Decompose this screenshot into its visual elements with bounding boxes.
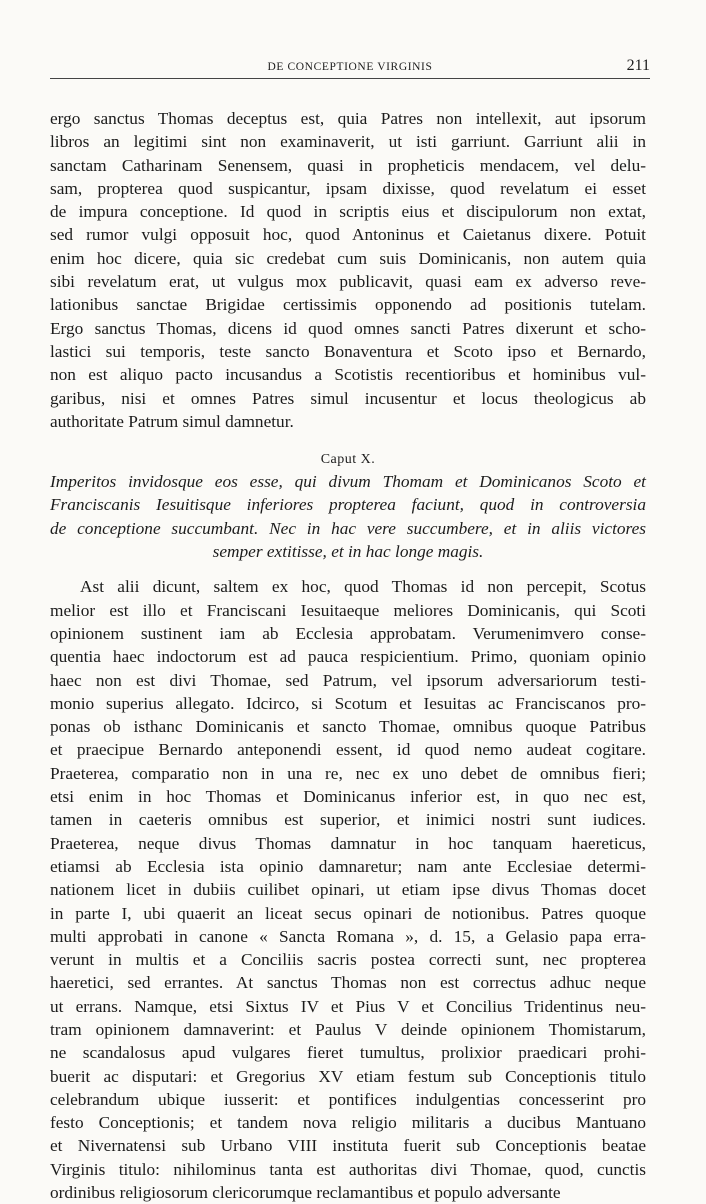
text-line: ponas ob isthanc Dominicanis et sancto Thomae, omnibus quoque Patribus bbox=[50, 717, 646, 737]
text-line: Imperitos invidosque eos esse, qui divum Thomam et Dominicanos Scoto et bbox=[50, 472, 646, 492]
text-line: lastici sui temporis, teste sancto Bonaventura et Scoto ipso et Bernardo, bbox=[50, 341, 646, 361]
text-line: quentia haec indoctorum est ad pauca respicientium. Primo, quoniam opinio bbox=[50, 647, 646, 667]
page-number: 211 bbox=[626, 57, 650, 74]
text-line: Praeterea, comparatio non in una re, nec ex uno debet de omnibus fieri; bbox=[50, 763, 646, 783]
text-line: lationibus sanctae Brigidae certissimis opponendo ad positionis tutelam. bbox=[50, 295, 646, 315]
chapter-heading: Caput X. bbox=[320, 452, 376, 468]
text-line: et Nivernatensi sub Urbano VIII instituta fuerit sub Conceptionis beatae bbox=[50, 1136, 646, 1156]
text-line: enim hoc dicere, quia sic credebat cum suis Dominicanis, non autem quia bbox=[50, 248, 646, 268]
text-line: haeretici, sed errantes. At sanctus Thomas non est correctus adhuc neque bbox=[50, 973, 646, 993]
text-line: Praeterea, neque divus Thomas damnatur in hoc tanquam haereticus, bbox=[50, 833, 646, 853]
text-line: ergo sanctus Thomas deceptus est, quia Patres non intellexit, aut ipsorum bbox=[50, 109, 646, 128]
text-line: verunt in multis et a Conciliis sacris postea correcti sunt, nec propterea bbox=[50, 950, 646, 970]
text-line: ne scandalosus apud vulgares fieret tumultus, prolixior praedicari prohi- bbox=[50, 1043, 646, 1063]
text-line: sam, propterea quod suspicantur, ipsam dixisse, quod revelatum ei esset bbox=[50, 178, 646, 198]
text-line: buerit ac disputari: et Gregorius XV etiam festum sub Conceptionis titulo bbox=[50, 1066, 646, 1086]
text-line: opinionem sustinent iam ab Ecclesia approbatam. Verumenimvero conse- bbox=[50, 623, 646, 643]
text-line: sibi revelatum erat, ut vulgus mox publicavit, quasi eam ex adverso reve- bbox=[50, 272, 646, 292]
text-line: monio superius allegato. Idcirco, si Scotum et Iesuitas ac Franciscanos pro- bbox=[50, 693, 646, 713]
text-line: Ast alii dicunt, saltem ex hoc, quod Thomas id non percepit, Scotus bbox=[80, 577, 646, 597]
text-line: celebrandum ubique iusserit: et pontifices indulgentias concesserint pro bbox=[50, 1089, 646, 1109]
text-line: sanctam Catharinam Senensem, quasi in propheticis mendacem, vel delu- bbox=[50, 155, 646, 175]
text-line: garibus, nisi et omnes Patres simul incusentur et locus theologicus ab bbox=[50, 388, 646, 408]
paragraph-2 bbox=[50, 575, 646, 1204]
text-line: non est aliquo pacto incusandus a Scotistis recentioribus et hominibus vul- bbox=[50, 365, 646, 385]
text-line: in parte I, ubi quaerit an liceat secus opinari de notionibus. Patres quoque bbox=[50, 903, 646, 923]
text-line: Virginis titulo: nihilominus tanta est authoritas divi Thomae, quod, cunctis bbox=[50, 1159, 646, 1179]
text-line: de impura conceptione. Id quod in scriptis eius et discipulorum non extat, bbox=[50, 202, 646, 222]
text-line: tamen in caeteris omnibus est superior, et inimici nostri sunt iudices. bbox=[50, 810, 646, 830]
text-line: etiamsi ab Ecclesia ista opinio damnaretur; nam ante Ecclesiae determi- bbox=[50, 856, 646, 876]
text-line: semper extitisse, et in hac longe magis. bbox=[212, 542, 484, 562]
text-line: tram opinionem damnaverint: et Paulus V deinde opinionem Thomistarum, bbox=[50, 1019, 646, 1039]
running-title: DE CONCEPTIONE VIRGINIS bbox=[267, 61, 433, 73]
text-line: ordinibus religiosorum clericorumque reclamantibus et populo adversante bbox=[50, 1183, 561, 1203]
text-line: melior est illo et Franciscani Iesuitaeque meliores Dominicanis, qui Scoti bbox=[50, 600, 646, 620]
text-line: haec non est divi Thomae, sed Patrum, vel ipsorum adversariorum testi- bbox=[50, 670, 646, 690]
text-line: sed rumor vulgi opposuit hoc, quod Antoninus et Caietanus dixere. Potuit bbox=[50, 225, 646, 245]
running-header bbox=[50, 58, 650, 79]
text-line: festo Conceptionis; et tandem nova religio militaris a ducibus Mantuano bbox=[50, 1113, 646, 1133]
text-line: libros an legitimi sint non examinaverit, ut isti garriunt. Garriunt alii in bbox=[50, 132, 646, 152]
text-line: Ergo sanctus Thomas, dicens id quod omnes sancti Patres dixerunt et scho- bbox=[50, 318, 646, 338]
text-line: et praecipue Bernardo anteponendi essent, id quod nemo audeat cogitare. bbox=[50, 740, 646, 760]
text-line: nationem licet in dubiis cuilibet opinari, ut etiam ipse divus Thomas docet bbox=[50, 880, 646, 900]
text-line: ut errans. Namque, etsi Sixtus IV et Pius V et Concilius Tridentinus neu- bbox=[50, 996, 646, 1016]
chapter-summary bbox=[50, 470, 646, 563]
paragraph-1 bbox=[50, 107, 646, 433]
text-line: Franciscanis Iesuitisque inferiores propterea faciunt, quod in controversia bbox=[50, 495, 646, 515]
text-line: multi approbati in canone « Sancta Romana », d. 15, a Gelasio papa erra- bbox=[50, 926, 646, 946]
text-line: de conceptione succumbant. Nec in hac vere succumbere, et in aliis victores bbox=[50, 518, 646, 538]
text-line: etsi enim in hoc Thomas et Dominicanus inferior est, in quo nec est, bbox=[50, 787, 646, 807]
body-text bbox=[50, 107, 646, 1204]
text-line: authoritate Patrum simul damnetur. bbox=[50, 411, 294, 431]
